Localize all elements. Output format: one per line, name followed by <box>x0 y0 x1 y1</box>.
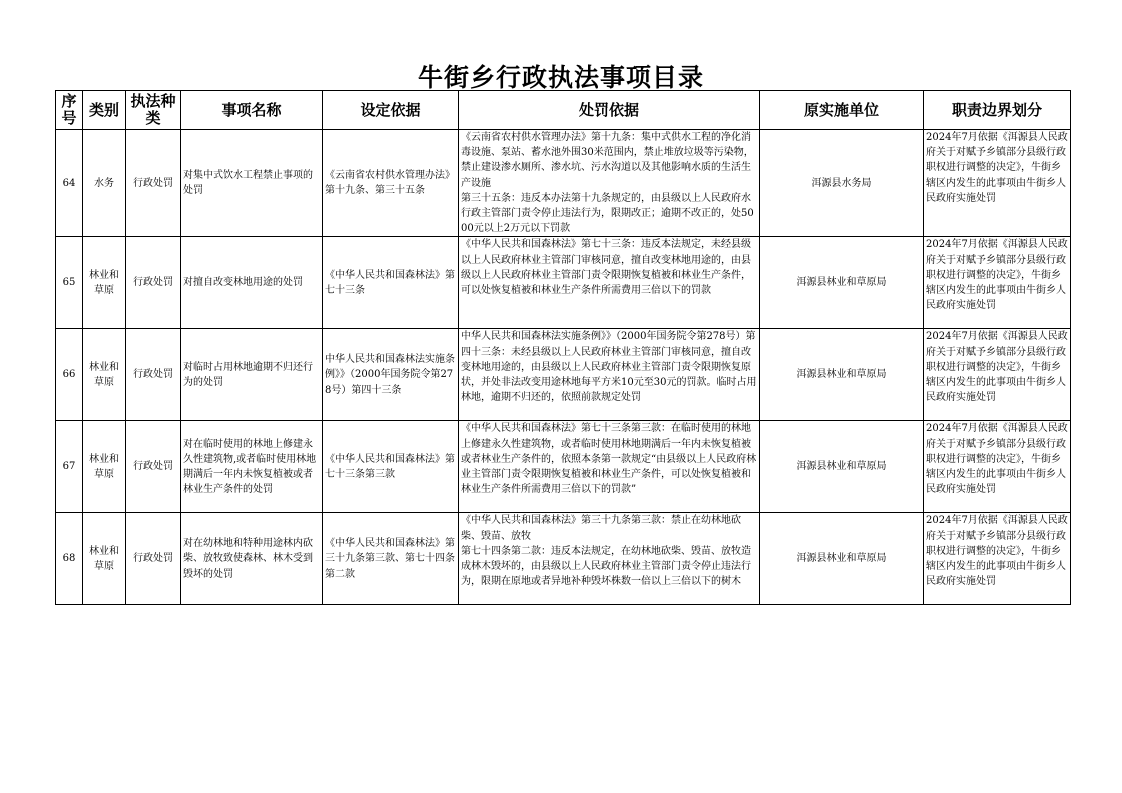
row-item-name: 对擅自改变林地用途的处罚 <box>181 237 323 329</box>
row-original-unit: 洱源县水务局 <box>760 130 924 237</box>
table-row <box>56 130 1071 237</box>
row-number: 67 <box>56 421 83 513</box>
header-cell-category: 类别 <box>83 91 126 130</box>
row-item-name: 对集中式饮水工程禁止事项的处罚 <box>181 130 323 237</box>
row-category: 林业和草原 <box>83 513 126 605</box>
row-kind: 行政处罚 <box>126 513 181 605</box>
table-row <box>56 421 1071 513</box>
table-row <box>56 513 1071 605</box>
row-number: 65 <box>56 237 83 329</box>
row-category: 水务 <box>83 130 126 237</box>
row-penalty-basis: 《中华人民共和国森林法》第七十三条第三款：在临时使用的林地上修建永久性建筑物，或者临时使用林地期满后一年内未恢复植被或者林业生产条件的，依照本条第一款规定“由县级以上人民政府林业主管部门责令限期恢复植被和林业生产条件，可以处恢复植被和林业生产条件所需费用三倍以下的罚款” <box>459 421 760 513</box>
row-item-name: 对在幼林地和特种用途林内砍柴、放牧致使森林、林木受到毁坏的处罚 <box>181 513 323 605</box>
header-cell-no: 序号 <box>56 91 83 130</box>
header-cell-basis: 设定依据 <box>323 91 459 130</box>
header-cell-unit: 原实施单位 <box>760 91 924 130</box>
row-basis: 《云南省农村供水管理办法》第十九条、第三十五条 <box>323 130 459 237</box>
row-number: 68 <box>56 513 83 605</box>
row-basis: 中华人民共和国森林法实施条例》》（2000年国务院令第278号）第四十三条 <box>323 329 459 421</box>
header-cell-boundary: 职责边界划分 <box>924 91 1071 130</box>
row-boundary: 2024年7月依据《洱源县人民政府关于对赋予乡镇部分县级行政职权进行调整的决定》，牛街乡辖区内发生的此事项由牛街乡人民政府实施处罚 <box>924 329 1071 421</box>
header-cell-name: 事项名称 <box>181 91 323 130</box>
header-cell-penalty: 处罚依据 <box>459 91 760 130</box>
row-kind: 行政处罚 <box>126 329 181 421</box>
row-boundary: 2024年7月依据《洱源县人民政府关于对赋予乡镇部分县级行政职权进行调整的决定》，牛街乡辖区内发生的此事项由牛街乡人民政府实施处罚 <box>924 421 1071 513</box>
row-kind: 行政处罚 <box>126 130 181 237</box>
row-boundary: 2024年7月依据《洱源县人民政府关于对赋予乡镇部分县级行政职权进行调整的决定》，牛街乡辖区内发生的此事项由牛街乡人民政府实施处罚 <box>924 513 1071 605</box>
header-cell-kind: 执法种类 <box>126 91 181 130</box>
row-original-unit: 洱源县林业和草原局 <box>760 329 924 421</box>
row-penalty-basis: 《中华人民共和国森林法》第三十九条第三款：禁止在幼林地砍柴、毁苗、放牧 第七十四条第二款：违反本法规定，在幼林地砍柴、毁苗、放牧造成林木毁坏的，由县级以上人民政府林业主管部门责令停止违法行为，限期在原地或者异地补种毁坏株数一倍以上三倍以下的树木 <box>459 513 760 605</box>
row-item-name: 对在临时使用的林地上修建永久性建筑物,或者临时使用林地期满后一年内未恢复植被或者林业生产条件的处罚 <box>181 421 323 513</box>
row-kind: 行政处罚 <box>126 421 181 513</box>
row-boundary: 2024年7月依据《洱源县人民政府关于对赋予乡镇部分县级行政职权进行调整的决定》，牛街乡辖区内发生的此事项由牛街乡人民政府实施处罚 <box>924 237 1071 329</box>
row-basis: 《中华人民共和国森林法》第七十三条第三款 <box>323 421 459 513</box>
enforcement-table <box>55 90 1071 605</box>
row-number: 64 <box>56 130 83 237</box>
table-row <box>56 237 1071 329</box>
table-row <box>56 329 1071 421</box>
row-basis: 《中华人民共和国森林法》第三十九条第三款、第七十四条第二款 <box>323 513 459 605</box>
row-item-name: 对临时占用林地逾期不归还行为的处罚 <box>181 329 323 421</box>
row-original-unit: 洱源县林业和草原局 <box>760 237 924 329</box>
row-category: 林业和草原 <box>83 237 126 329</box>
row-kind: 行政处罚 <box>126 237 181 329</box>
row-penalty-basis: 《中华人民共和国森林法》第七十三条：违反本法规定，未经县级以上人民政府林业主管部门审核同意，擅自改变林地用途的，由县级以上人民政府林业主管部门责令限期恢复植被和林业生产条件，可以处恢复植被和林业生产条件所需费用三倍以下的罚款 <box>459 237 760 329</box>
header-row <box>56 91 1071 130</box>
row-category: 林业和草原 <box>83 421 126 513</box>
row-boundary: 2024年7月依据《洱源县人民政府关于对赋予乡镇部分县级行政职权进行调整的决定》，牛街乡辖区内发生的此事项由牛街乡人民政府实施处罚 <box>924 130 1071 237</box>
row-penalty-basis: 中华人民共和国森林法实施条例》》（2000年国务院令第278号）第四十三条：未经县级以上人民政府林业主管部门审核同意，擅自改变林地用途的，由县级以上人民政府林业主管部门责令限期恢复原状，并处非法改变用途林地每平方米10元至30元的罚款。临时占用林地，逾期不归还的，依照前款规定处罚 <box>459 329 760 421</box>
page-title: 牛街乡行政执法事项目录 <box>417 63 704 92</box>
row-original-unit: 洱源县林业和草原局 <box>760 421 924 513</box>
row-basis: 《中华人民共和国森林法》第七十三条 <box>323 237 459 329</box>
row-penalty-basis: 《云南省农村供水管理办法》第十九条：集中式供水工程的净化消毒设施、泵站、蓄水池外围30米范围内，禁止堆放垃圾等污染物，禁止建设渗水厕所、渗水坑、污水沟道以及其他影响水质的生活生产设施 第三十五条：违反本办法第十九条规定的，由县级以上人民政府水行政主管部门责令停止违法行为，限期改正；逾期不改正的，处5000元以上2万元以下罚款 <box>459 130 760 237</box>
row-category: 林业和草原 <box>83 329 126 421</box>
row-original-unit: 洱源县林业和草原局 <box>760 513 924 605</box>
row-number: 66 <box>56 329 83 421</box>
